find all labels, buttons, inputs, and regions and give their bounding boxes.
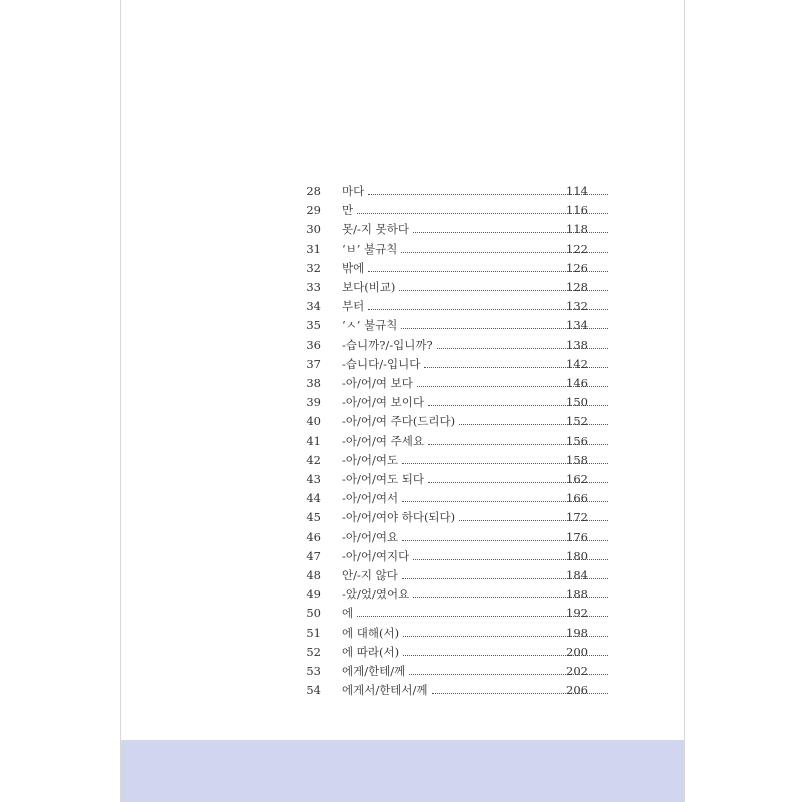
entry-page-number: 156 [566, 433, 588, 448]
entry-page-number: 126 [566, 260, 588, 275]
entry-title: 부터 [342, 299, 365, 314]
entry-page-number: 166 [566, 491, 588, 506]
entry-number: 41 [306, 433, 321, 448]
entry-title: -아/어/여 보이다 [342, 395, 424, 410]
entry-title: 에 [342, 606, 354, 621]
toc-entry [121, 489, 684, 508]
entry-number: 51 [306, 625, 321, 640]
entry-number: 54 [306, 683, 321, 698]
toc-entry [121, 604, 684, 623]
entry-title: -아/어/여도 [342, 452, 399, 467]
toc-entry [121, 566, 684, 585]
entry-page-number: 200 [566, 644, 588, 659]
toc-entry [121, 182, 684, 201]
entry-number: 36 [306, 337, 321, 352]
entry-page-number: 184 [566, 568, 588, 582]
toc-entry [121, 624, 684, 643]
entry-number: 29 [306, 203, 321, 218]
entry-page-number: 132 [566, 299, 588, 314]
book-page [120, 0, 685, 802]
toc-entry [121, 220, 684, 239]
entry-title: -아/어/여지다 [342, 548, 410, 563]
entry-page-number: 206 [566, 683, 588, 698]
entry-title: 만 [342, 203, 354, 218]
toc-entry [121, 201, 684, 220]
entry-page-number: 150 [566, 395, 588, 410]
toc-entry [121, 508, 684, 527]
toc-entry [121, 585, 684, 604]
entry-title: -아/어/여서 [342, 491, 399, 506]
entry-title: 보다(비교) [342, 280, 396, 294]
entry-page-number: 142 [566, 356, 588, 371]
entry-number: 30 [306, 222, 321, 237]
entry-page-number: 198 [566, 625, 588, 640]
entry-number: 52 [306, 644, 321, 659]
entry-page-number: 118 [566, 222, 588, 237]
entry-page-number: 116 [566, 203, 588, 218]
entry-page-number: 146 [566, 376, 588, 390]
entry-title: 마다 [342, 184, 365, 198]
toc-entry [121, 259, 684, 278]
entry-page-number: 128 [566, 280, 588, 294]
entry-number: 45 [306, 510, 321, 525]
entry-number: 32 [306, 260, 321, 275]
entry-page-number: 192 [566, 606, 588, 621]
entry-number: 44 [306, 491, 321, 506]
entry-page-number: 138 [566, 337, 588, 352]
entry-page-number: 134 [566, 318, 588, 333]
entry-number: 40 [306, 414, 321, 429]
entry-number: 35 [306, 318, 321, 333]
toc-entry [121, 662, 684, 681]
entry-number: 39 [306, 395, 321, 410]
entry-title: -아/어/여 주세요 [342, 433, 424, 448]
toc-entry [121, 451, 684, 470]
toc-entry [121, 278, 684, 297]
toc-entry [121, 240, 684, 259]
entry-number: 37 [306, 356, 321, 371]
entry-page-number: 162 [566, 472, 588, 486]
entry-page-number: 158 [566, 452, 588, 467]
entry-number: 46 [306, 529, 321, 544]
entry-title: -아/어/여 주다(드리다) [342, 414, 456, 429]
entry-page-number: 180 [566, 548, 588, 563]
entry-title: ‘ㅂ’ 불규칙 [342, 241, 398, 256]
entry-title: 에 대해(서) [342, 625, 400, 640]
entry-title: 에 따라(서) [342, 644, 400, 659]
entry-number: 53 [306, 664, 321, 678]
toc-entry [121, 336, 684, 355]
toc-entry [121, 528, 684, 547]
entry-title: 안/-지 않다 [342, 568, 398, 582]
entry-number: 28 [306, 184, 321, 198]
entry-number: 38 [306, 376, 321, 390]
footer-band [121, 740, 684, 802]
entry-page-number: 188 [566, 587, 588, 602]
toc-entry [121, 393, 684, 412]
toc-entry [121, 681, 684, 700]
entry-title: -아/어/여요 [342, 529, 399, 544]
entry-number: 49 [306, 587, 321, 602]
entry-number: 34 [306, 299, 321, 314]
entry-title: 밖에 [342, 260, 365, 275]
toc-entry [121, 316, 684, 335]
entry-page-number: 176 [566, 529, 588, 544]
entry-number: 31 [306, 241, 321, 256]
entry-page-number: 202 [566, 664, 588, 678]
entry-number: 43 [306, 472, 321, 486]
entry-number: 50 [306, 606, 321, 621]
entry-number: 33 [306, 280, 321, 294]
entry-title: -아/어/여 보다 [342, 376, 413, 390]
entry-number: 42 [306, 452, 321, 467]
entry-title: ‘ㅅ’ 불규칙 [342, 318, 398, 333]
entry-title: 에게/한테/께 [342, 664, 406, 678]
entry-title: 에게서/한테서/께 [342, 683, 428, 698]
entry-title: -아/어/여도 되다 [342, 472, 424, 486]
toc-entry [121, 374, 684, 393]
toc-entry [121, 547, 684, 566]
entry-title: -습니까?/-입니까? [342, 337, 433, 352]
entry-title: -아/어/여야 하다(되다) [342, 510, 456, 525]
entry-number: 48 [306, 568, 321, 582]
toc-entry [121, 432, 684, 451]
toc-entry [121, 355, 684, 374]
toc-entry [121, 643, 684, 662]
entry-page-number: 152 [566, 414, 588, 429]
entry-number: 47 [306, 548, 321, 563]
toc-entry [121, 470, 684, 489]
entry-title: -았/었/였어요 [342, 587, 410, 602]
toc-entry [121, 297, 684, 316]
toc-entry [121, 412, 684, 431]
entry-page-number: 122 [566, 241, 588, 256]
entry-page-number: 114 [566, 184, 588, 198]
entry-page-number: 172 [566, 510, 588, 525]
entry-title: 못/-지 못하다 [342, 222, 409, 237]
entry-title: -습니다/-입니다 [342, 356, 421, 371]
